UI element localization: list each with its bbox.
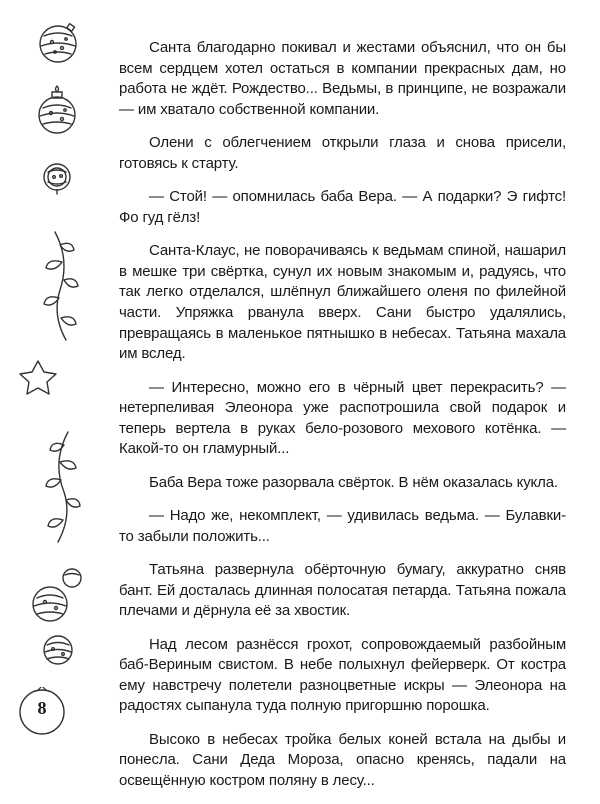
leaf-garland-icon [46,432,80,542]
leaf-garland-icon [44,232,78,340]
ornament-ball-icon [44,636,72,664]
ornament-ball-icon [39,86,75,133]
paragraph: Высоко в небесах тройка белых коней встала на дыбы и понесла. Сани Деда Мороза, опасно кренясь, падали на освещённую костром поляну в лесу... [119,730,566,789]
paragraph: — Интересно, можно его в чёрный цвет перекрасить? — нетерпеливая Элеонора уже распотрошила свой подарок и теперь вертела в руках бело-розового мехового котёнка. — Какой-то он гламурный... [119,378,566,458]
margin-decorations [0,0,110,750]
paragraph: Санта благодарно покивал и жестами объяснил, что он бы всем сердцем хотел остаться в компании прекрасных дам, но работа не ждёт. Рождество... Ведьмы, в принципе, не возражали — им хватало собственной компании. [119,39,566,118]
ornament-ball-icon [44,164,70,194]
star-icon [20,361,56,394]
main-text [119,38,566,804]
paragraph: — Стой! — опомнилась баба Вера. — А подарки? Э гифтс! Фо гуд гёлз! [119,188,566,226]
paragraph: Олени с облегчением открыли глаза и снова присели, готовясь к старту. [119,134,566,172]
paragraph: Санта-Клаус, не поворачиваясь к ведьмам спиной, нашарил в мешке три свёртка, сунул их новым знакомым и, радуясь, что так легко отделался, шлёпнул ближайшего оленя по филейной части. Упряжка рванула вверх. Сани быстро удалялись, превращаясь в маленькое пятнышко в небесах. Татьяна махала им вслед. [119,242,566,363]
paragraph: Татьяна развернула обёрточную бумагу, аккуратно сняв бант. Ей досталась длинная полосатая петарда. Татьяна пожала плечами и дёрнула её за хвостик. [119,561,566,620]
ornament-ball-icon [40,24,76,62]
page-number: 8 [37,698,47,718]
paragraph: — Надо же, некомплект, — удивилась ведьма. — Булавки-то забыли положить... [119,507,566,545]
paragraph: Над лесом разнёсся грохот, сопровождаемый разбойным баб-Вериным свистом. В небе полыхнул фейерверк. От костра ему навстречу полетели разноцветные искры — Элеонора на радостях сыпанула туда полную пригоршню порошка. [119,635,566,715]
ornament-ball-icon [33,569,81,621]
paragraph: Баба Вера тоже разорвала свёрток. В нём оказалась кукла. [149,473,558,491]
